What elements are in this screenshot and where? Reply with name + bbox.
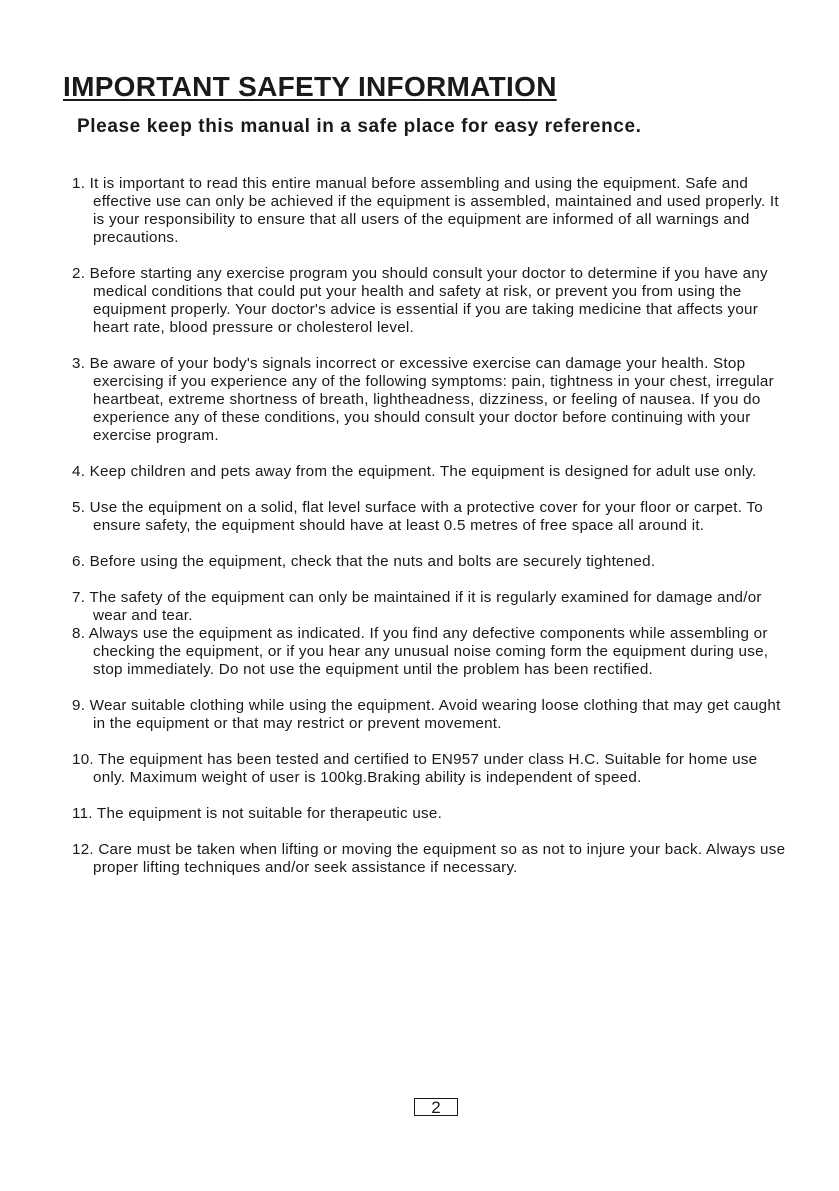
safety-item-10: 10. The equipment has been tested and certified to EN957 under class H.C. Suitable for home use only. Maximum weight of user is 100kg.Braking ability is independent of speed.: [72, 751, 758, 786]
safety-item-9: 9. Wear suitable clothing while using the equipment. Avoid wearing loose clothing that may get caught in the equipment or that may restrict or prevent movement.: [72, 697, 781, 732]
page-number: 2: [414, 1098, 458, 1116]
safety-item-1: 1. It is important to read this entire manual before assembling and using the equipment. Safe and effective use can only be achieved if the equipment is assembled, maintained and used properly. It is your responsibility to ensure that all users of the equipment are informed of all warnings and precautions.: [72, 175, 779, 246]
safety-item-12: 12. Care must be taken when lifting or moving the equipment so as not to injure your back. Always use proper lifting techniques and/or seek assistance if necessary.: [72, 841, 786, 876]
safety-item-3: 3. Be aware of your body's signals incorrect or excessive exercise can damage your health. Stop exercising if you experience any of the following symptoms: pain, tightness in your chest, irregular heartbeat, extreme shortness of breath, lightheadness, dizziness, or feeling of nausea. If you do experience any of these conditions, you should consult your doctor before continuing with your exercise program.: [72, 355, 774, 444]
safety-item-11: 11. The equipment is not suitable for therapeutic use.: [72, 805, 443, 822]
safety-item-7: 7. The safety of the equipment can only be maintained if it is regularly examined for damage and/or wear and tear.: [72, 589, 762, 624]
safety-item-2: 2. Before starting any exercise program you should consult your doctor to determine if you have any medical conditions that could put your health and safety at risk, or prevent you from using the equipment properly. Your doctor's advice is essential if you are taking medicine that affects your heart rate, blood pressure or cholesterol level.: [72, 265, 768, 336]
safety-item-6: 6. Before using the equipment, check that the nuts and bolts are securely tightened.: [72, 553, 656, 570]
safety-item-5: 5. Use the equipment on a solid, flat level surface with a protective cover for your floor or carpet. To ensure safety, the equipment should have at least 0.5 metres of free space all around it.: [72, 499, 763, 534]
page-subtitle: Please keep this manual in a safe place for easy reference.: [77, 116, 642, 137]
safety-item-4: 4. Keep children and pets away from the equipment. The equipment is designed for adult use only.: [72, 463, 757, 480]
page-title: IMPORTANT SAFETY INFORMATION: [63, 71, 557, 102]
safety-list: [68, 175, 788, 895]
safety-item-8: 8. Always use the equipment as indicated. If you find any defective components while assembling or checking the equipment, or if you hear any unusual noise coming form the equipment during use, stop immediately. Do not use the equipment until the problem has been rectified.: [72, 625, 769, 678]
